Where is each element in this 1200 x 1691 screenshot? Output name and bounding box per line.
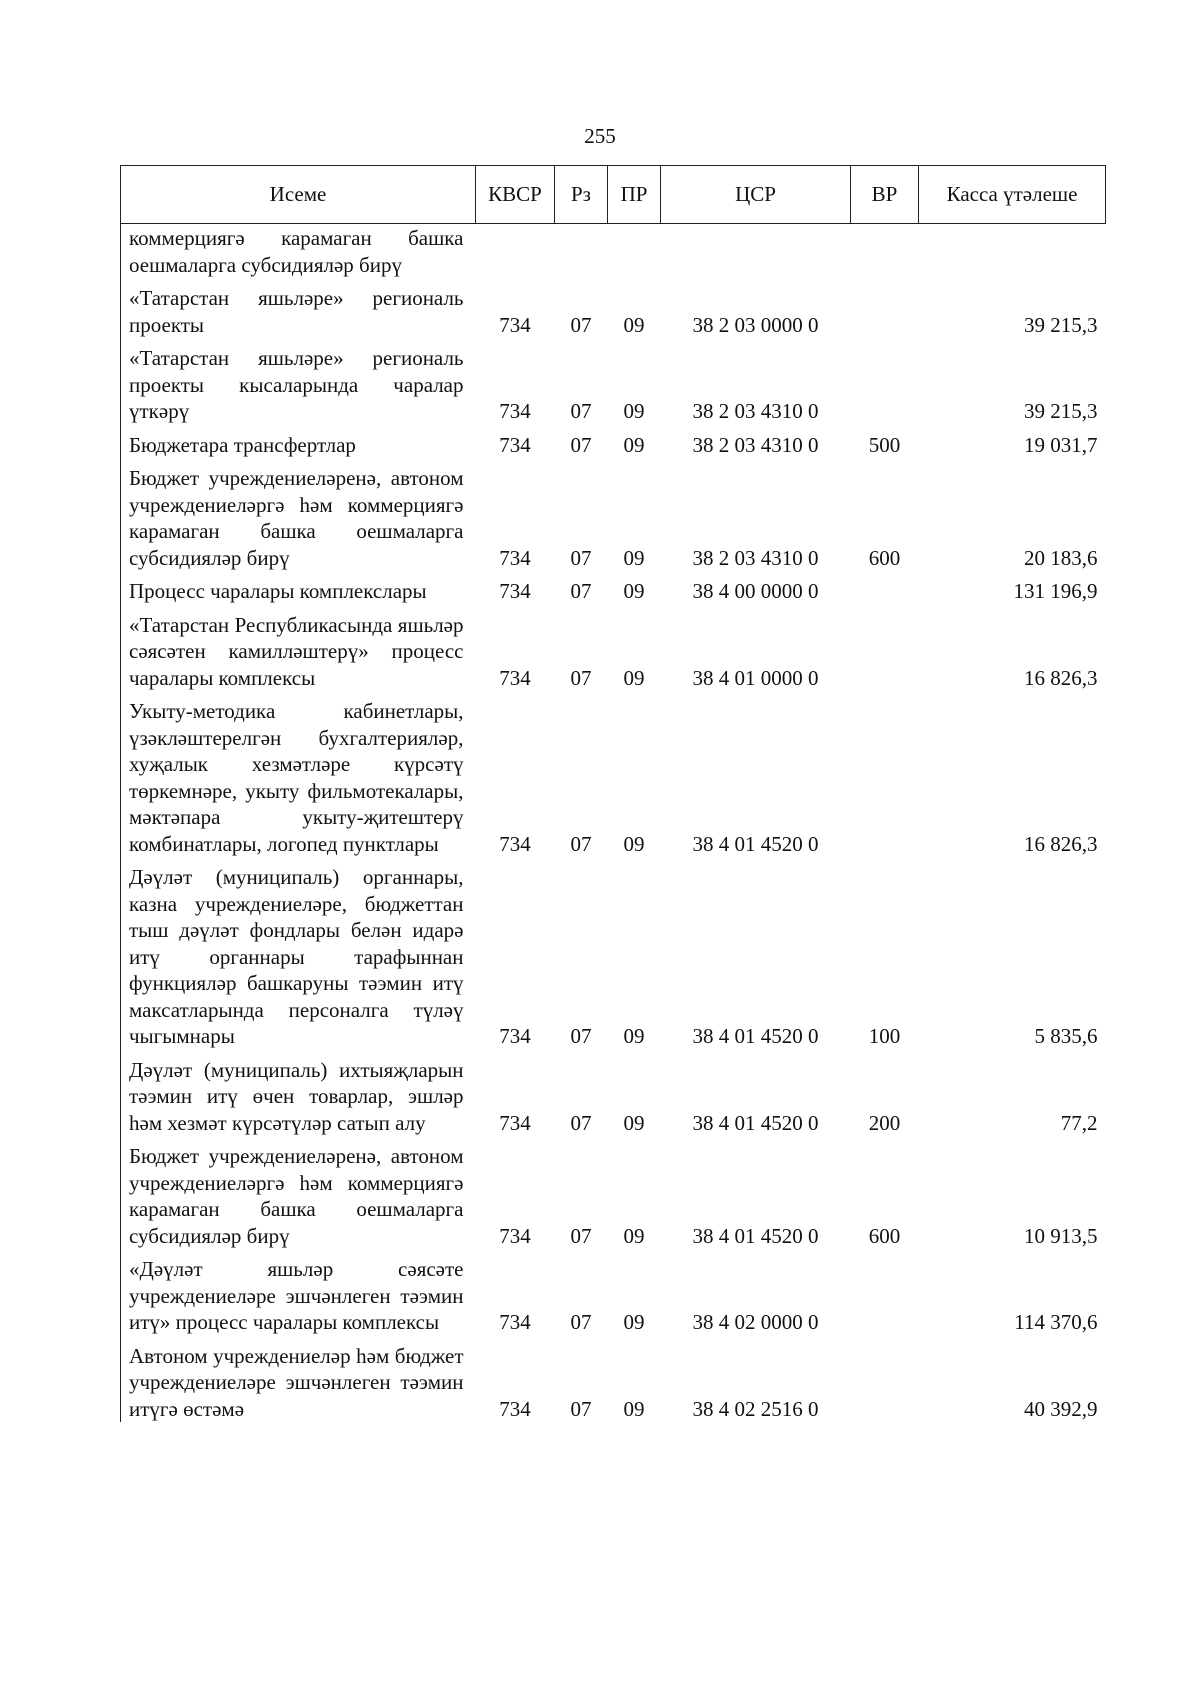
table-row [121, 224, 1106, 279]
cell-csr: 38 2 03 4310 0 [692, 399, 819, 423]
cell-name: «Татарстан яшьләре» региональ проекты кысаларында чаралар үткәрү [121, 338, 476, 425]
cell-pr: 09 [623, 665, 645, 690]
cell-vr [851, 691, 919, 857]
table-row [121, 425, 1106, 459]
cell-csr: 38 4 01 4520 0 [692, 1024, 819, 1048]
cell-csr: 38 2 03 4310 0 [692, 432, 819, 457]
table-row [121, 1050, 1106, 1137]
cell-kvsr: 734 [499, 432, 531, 457]
cell-kvsr: 734 [499, 1396, 531, 1421]
cell-vr [851, 1336, 919, 1423]
cell-kvsr: 734 [499, 665, 531, 690]
cell-kvsr [476, 224, 555, 279]
cell-pr: 09 [623, 579, 645, 603]
cell-rz: 07 [570, 1223, 592, 1248]
cell-rz: 07 [570, 432, 592, 457]
cell-csr: 38 4 01 4520 0 [692, 831, 819, 856]
cell-rz [555, 224, 608, 279]
cell-vr: 600 [868, 1223, 901, 1248]
header-kassa: Касса үтәлеше [919, 166, 1106, 224]
cell-name: Укыту-методика кабинетлары, үзәкләштерелгән бухгалтерияләр, хуҗалык хезмәтләре күрсәтү төркемнәре, укыту фильмотекалары, мәктәпара укыту-җитештерү комбинатлары, логопед пунктлары [121, 691, 476, 857]
cell-name: Процесс чаралары комплекслары [121, 571, 476, 605]
cell-rz: 07 [570, 312, 592, 337]
header-csr: ЦСР [661, 166, 851, 224]
cell-vr: 500 [868, 432, 901, 457]
cell-kvsr: 734 [499, 545, 531, 570]
cell-name: Автоном учреждениеләр һәм бюджет учреждениеләре эшчәнлеген тәэмин итүгә өстәмә [121, 1336, 476, 1423]
cell-name: Бюджетара трансфертлар [121, 425, 476, 459]
cell-csr [661, 224, 851, 279]
header-row [121, 166, 1106, 224]
cell-kvsr: 734 [499, 399, 531, 423]
cell-csr: 38 2 03 4310 0 [692, 545, 819, 570]
cell-rz: 07 [570, 1024, 592, 1048]
cell-kvsr: 734 [499, 312, 531, 337]
header-vr: ВР [851, 166, 919, 224]
cell-vr [851, 338, 919, 425]
table-row [121, 857, 1106, 1050]
cell-csr: 38 4 00 0000 0 [692, 579, 819, 603]
cell-rz: 07 [570, 831, 592, 856]
table-row [121, 1136, 1106, 1249]
table-row [121, 338, 1106, 425]
cell-kvsr: 734 [499, 1110, 531, 1135]
cell-pr: 09 [623, 1110, 645, 1135]
cell-vr: 200 [868, 1110, 901, 1135]
cell-vr [851, 278, 919, 338]
cell-kassa: 19 031,7 [1024, 432, 1098, 457]
cell-csr: 38 4 01 0000 0 [692, 665, 819, 690]
cell-kassa: 39 215,3 [1024, 312, 1098, 337]
cell-kvsr: 734 [499, 1223, 531, 1248]
cell-kassa: 20 183,6 [1024, 545, 1098, 570]
cell-kassa: 39 215,3 [1024, 399, 1098, 423]
cell-rz: 07 [570, 399, 592, 423]
cell-csr: 38 4 02 2516 0 [692, 1396, 819, 1421]
cell-kassa: 10 913,5 [1024, 1223, 1098, 1248]
cell-csr: 38 4 01 4520 0 [692, 1223, 819, 1248]
cell-name: Дәүләт (муниципаль) ихтыяҗларын тәэмин итү өчен товарлар, эшләр һәм хезмәт күрсәтүләр сатып алу [121, 1050, 476, 1137]
budget-table [120, 165, 1106, 1422]
header-name: Исеме [121, 166, 476, 224]
cell-vr [851, 571, 919, 605]
table-row [121, 691, 1106, 857]
table-row [121, 278, 1106, 338]
cell-pr: 09 [623, 831, 645, 856]
cell-rz: 07 [570, 579, 592, 603]
cell-vr [851, 605, 919, 692]
cell-csr: 38 4 01 4520 0 [692, 1110, 819, 1135]
cell-pr: 09 [623, 1396, 645, 1421]
cell-vr: 100 [868, 1024, 901, 1048]
cell-rz: 07 [570, 1396, 592, 1421]
cell-kassa: 5 835,6 [1034, 1024, 1098, 1048]
cell-kassa: 40 392,9 [1024, 1396, 1098, 1421]
cell-pr: 09 [623, 1223, 645, 1248]
cell-pr: 09 [623, 545, 645, 570]
cell-vr [851, 224, 919, 279]
cell-pr: 09 [623, 312, 645, 337]
cell-vr: 600 [868, 545, 901, 570]
cell-rz: 07 [570, 665, 592, 690]
cell-name: Дәүләт (муниципаль) органнары, казна учреждениеләре, бюджеттан тыш дәүләт фондлары белән идарә итү органнары тарафыннан функцияләр башкаруны тәэмин итү максатларында персоналга түләү чыгымнары [121, 857, 476, 1050]
table-row [121, 605, 1106, 692]
cell-kassa: 16 826,3 [1024, 831, 1098, 856]
cell-pr [608, 224, 661, 279]
table-row [121, 571, 1106, 605]
cell-name: «Дәүләт яшьләр сәясәте учреждениеләре эшчәнлеген тәэмин итү» процесс чаралары комплексы [121, 1249, 476, 1336]
cell-pr: 09 [623, 432, 645, 457]
cell-kassa [919, 224, 1106, 279]
cell-kvsr: 734 [499, 1024, 531, 1048]
header-kvsr: КВСР [476, 166, 555, 224]
page-number: 255 [584, 124, 616, 148]
cell-name: «Татарстан Республикасында яшьләр сәясәтен камилләштерү» процесс чаралары комплексы [121, 605, 476, 692]
cell-kassa: 16 826,3 [1024, 665, 1098, 690]
cell-rz: 07 [570, 1110, 592, 1135]
cell-kvsr: 734 [499, 831, 531, 856]
cell-rz: 07 [570, 1310, 592, 1334]
cell-kassa: 131 196,9 [1013, 579, 1098, 603]
cell-name: Бюджет учреждениеләренә, автоном учреждениеләргә һәм коммерциягә карамаган башка оешмаларга субсидияләр бирү [121, 1136, 476, 1249]
header-rz: Рз [555, 166, 608, 224]
cell-pr: 09 [623, 399, 645, 423]
cell-name: коммерциягә карамаган башка оешмаларга субсидияләр бирү [121, 224, 476, 279]
cell-pr: 09 [623, 1024, 645, 1048]
cell-csr: 38 4 02 0000 0 [692, 1310, 819, 1334]
table-row [121, 1249, 1106, 1336]
cell-vr [851, 1249, 919, 1336]
table-header [121, 166, 1106, 224]
cell-name: Бюджет учреждениеләренә, автоном учреждениеләргә һәм коммерциягә карамаган башка оешмаларга субсидияләр бирү [121, 458, 476, 571]
cell-csr: 38 2 03 0000 0 [692, 312, 819, 337]
table-row [121, 458, 1106, 571]
cell-pr: 09 [623, 1310, 645, 1334]
cell-rz: 07 [570, 545, 592, 570]
header-pr: ПР [608, 166, 661, 224]
table-row [121, 1336, 1106, 1423]
cell-kassa: 77,2 [1060, 1110, 1098, 1135]
cell-kvsr: 734 [499, 579, 531, 603]
cell-kvsr: 734 [499, 1310, 531, 1334]
cell-kassa: 114 370,6 [1014, 1310, 1098, 1334]
table-body [121, 224, 1106, 1423]
cell-name: «Татарстан яшьләре» региональ проекты [121, 278, 476, 338]
